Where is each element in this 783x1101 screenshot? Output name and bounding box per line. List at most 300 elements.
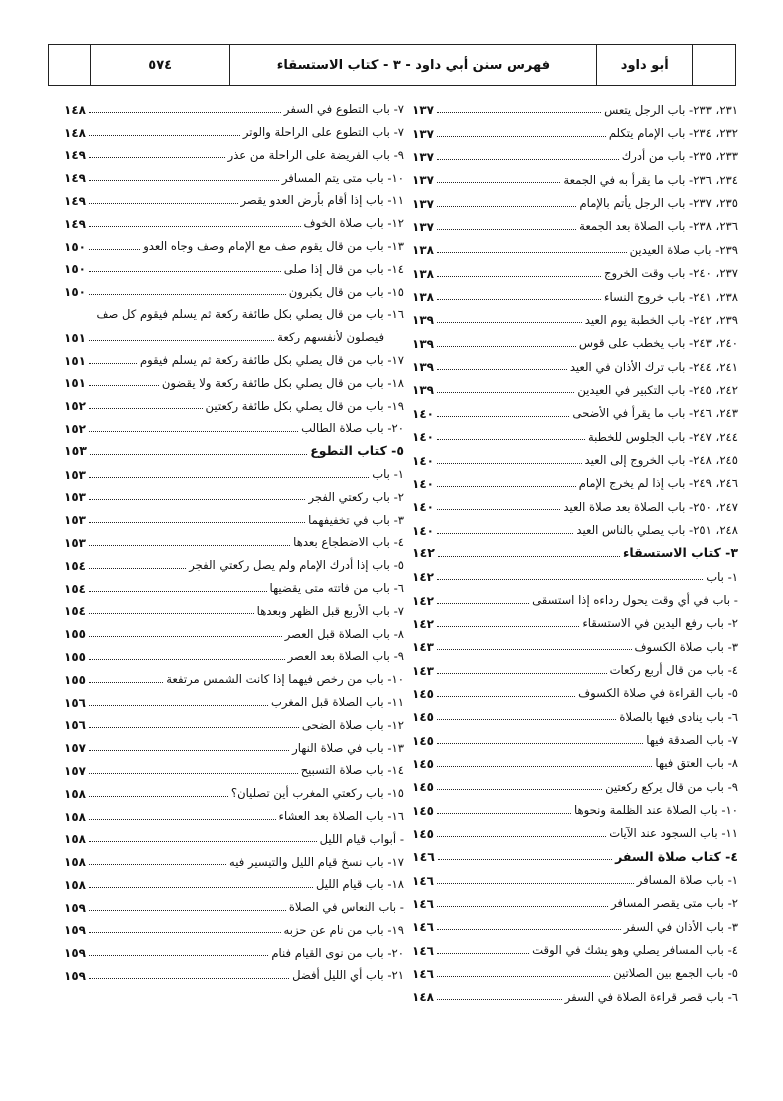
entry-title: ٤- باب المسافر يصلي وهو يشك في الوقت [532, 943, 738, 958]
entry-page-number: ١٣٩ [412, 360, 434, 375]
dot-leader [89, 636, 282, 637]
entry-page-number: ١٥٨ [64, 809, 86, 824]
entry-title: ٣- باب الأذان في السفر [623, 919, 738, 934]
header-empty-cell-left [49, 45, 91, 85]
header-empty-cell-right [693, 45, 735, 85]
index-entry [64, 891, 404, 914]
entry-page-number: ١٥٥ [64, 649, 86, 664]
entry-title: ٦- باب من فاتته متى يقضيها [269, 580, 404, 595]
index-entry [64, 572, 404, 595]
entry-page-number: ١٥٧ [64, 763, 86, 778]
index-entry [64, 367, 404, 390]
index-entry [412, 116, 738, 139]
index-entry [412, 210, 738, 233]
index-entry [64, 959, 404, 982]
entry-title: ٢٠- باب صلاة الطالب [301, 421, 404, 436]
entry-title: - باب النعاس في الصلاة [288, 900, 404, 915]
dot-leader [437, 743, 643, 744]
entry-title: ٢٣٤، ٢٣٦- باب ما يقرأ به في الجمعة [563, 172, 738, 187]
index-entry [64, 298, 404, 321]
entry-title: ١٩- باب من نام عن حزبه [283, 922, 404, 937]
dot-leader [89, 545, 290, 546]
entry-title: ٣- باب صلاة الكسوف [634, 639, 738, 654]
entry-title: ٢٣٦، ٢٣٨- باب الصلاة بعد الجمعة [579, 219, 738, 234]
index-entry [412, 700, 738, 723]
entry-title: ٤- باب الاضطجاع بعدها [293, 535, 404, 550]
entry-title: ٧- باب التطوع على الراحلة والوتر [242, 125, 404, 139]
index-entry [412, 513, 738, 536]
index-entry [412, 653, 738, 676]
index-entry [64, 139, 404, 162]
entry-page-number: ١٥١ [64, 330, 86, 345]
entry-title: ١٥- باب ركعتي المغرب أين تصليان؟ [230, 786, 404, 801]
entry-title: ٦- باب قصر قراءة الصلاة في السفر [564, 989, 738, 1004]
entry-page-number: ١٣٧ [412, 220, 434, 235]
entry-title: ٨- باب الصلاة قبل العصر [284, 626, 404, 641]
dot-leader [437, 649, 632, 650]
dot-leader [89, 180, 279, 181]
entry-page-number: ١٥٩ [64, 923, 86, 938]
entry-title: ١١- باب إذا أقام بأرض العدو يقصر [240, 193, 404, 208]
page-header [48, 44, 736, 86]
entry-title: ٢- باب ركعتي الفجر [308, 489, 404, 504]
index-entry [64, 389, 404, 412]
index-entry [64, 777, 404, 800]
entry-title: ٧- باب الأربع قبل الظهر وبعدها [256, 603, 404, 618]
dot-leader [437, 696, 575, 697]
index-entry [64, 275, 404, 298]
entry-title: ٢٣٧، ٢٤٠- باب وقت الخروج [604, 266, 738, 281]
entry-page-number: ١٣٨ [412, 266, 434, 281]
dot-leader [437, 976, 610, 977]
entry-page-number: ١٤٠ [412, 476, 434, 491]
index-entry [64, 663, 404, 686]
index-entry [64, 617, 404, 640]
index-entry [412, 957, 738, 980]
entry-title: ١٠- باب الصلاة عند الظلمة ونحوها [573, 803, 738, 818]
index-entry [412, 863, 738, 886]
index-entry [412, 443, 738, 466]
entry-page-number: ١٥٢ [64, 421, 86, 436]
index-entry [412, 303, 738, 326]
entry-page-number: ١٥٨ [64, 786, 86, 801]
page-number: ٥٧٤ [91, 45, 231, 85]
index-entry [64, 207, 404, 230]
entry-page-number: ١٣٧ [412, 103, 434, 118]
dot-leader [89, 887, 313, 888]
dot-leader [437, 276, 601, 277]
index-entry [412, 93, 738, 116]
dot-leader [437, 906, 608, 907]
dot-leader [89, 819, 276, 820]
dot-leader [437, 159, 619, 160]
index-entry [64, 731, 404, 754]
entry-page-number: ١٤٥ [412, 827, 434, 841]
entry-page-number: ١٥٣ [64, 535, 86, 550]
entry-page-number: ١٥٨ [64, 877, 86, 892]
entry-page-number: ١٥٤ [64, 581, 86, 596]
entry-page-number: ١٤٢ [412, 593, 434, 608]
dot-leader [437, 392, 574, 393]
index-entry [412, 607, 738, 630]
entry-title: ٢٤٨، ٢٥١- باب يصلي بالناس العيد [576, 522, 738, 537]
index-entry [64, 93, 404, 116]
index-entry [412, 887, 738, 910]
entry-page-number: ١٣٧ [412, 126, 434, 141]
dot-leader [437, 322, 582, 323]
entry-title: ٤- باب من قال أربع ركعات [609, 663, 738, 677]
index-entry [64, 321, 404, 344]
entry-page-number: ١٥١ [64, 376, 86, 391]
entry-title: ١١- باب السجود عند الآيات [609, 826, 738, 841]
entry-page-number: ١٥٤ [64, 604, 86, 619]
entry-page-number: ١٤٨ [64, 102, 86, 117]
dot-leader [89, 408, 203, 409]
dot-leader [89, 727, 299, 728]
dot-leader [437, 579, 703, 580]
dot-leader [89, 522, 305, 523]
entry-title: ٢٠- باب من نوى القيام فنام [271, 945, 404, 960]
index-entry [64, 481, 404, 504]
dot-leader [89, 568, 186, 569]
index-entry [64, 230, 404, 253]
author-name: أبو داود [597, 45, 693, 85]
dot-leader [89, 750, 289, 751]
dot-leader [89, 796, 228, 797]
dot-leader [437, 416, 569, 417]
entry-title: ٩- باب الفريضة على الراحلة من عذر [227, 147, 404, 162]
dot-leader [89, 249, 140, 250]
dot-leader [437, 673, 607, 674]
index-entry [412, 630, 738, 653]
dot-leader [89, 978, 289, 979]
dot-leader [90, 454, 307, 455]
entry-page-number: ١٤٠ [412, 453, 434, 468]
entry-title: ١٩- باب من قال يصلي بكل طائفة ركعتين [205, 398, 404, 413]
entry-title: ٢- باب متى يقصر المسافر [610, 896, 738, 911]
dot-leader [89, 499, 305, 500]
entry-title: ٢٣٢، ٢٣٤- باب الإمام يتكلم [608, 126, 738, 141]
dot-leader [89, 705, 268, 706]
dot-leader [89, 203, 238, 204]
entry-title: ٧- باب التطوع في السفر [283, 102, 404, 117]
entry-title: ١٦- باب من قال يصلي بكل طائفة ركعة ثم يسلم فيقوم كل صف [96, 307, 404, 322]
entry-title: ٢١- باب أي الليل أفضل [292, 968, 404, 983]
right-index-column [412, 93, 738, 1003]
entry-title: ٧- باب الصدقة فيها [646, 733, 738, 748]
entry-page-number: ١٥٦ [64, 695, 86, 710]
entry-title: ٢٤٧، ٢٥٠- باب الصلاة بعد صلاة العيد [563, 499, 738, 514]
index-entry [412, 747, 738, 770]
entry-page-number: ١٥٠ [64, 239, 86, 254]
entry-page-number: ١٤٥ [412, 803, 434, 818]
dot-leader [437, 929, 621, 930]
dot-leader [437, 836, 606, 837]
dot-leader [437, 346, 576, 347]
entry-page-number: ١٥٦ [64, 718, 86, 733]
dot-leader [89, 226, 301, 227]
dot-leader [437, 789, 602, 790]
dot-leader [89, 682, 163, 683]
entry-page-number: ١٥٥ [64, 672, 86, 687]
index-entry [412, 723, 738, 746]
entry-page-number: ١٣٧ [412, 150, 434, 165]
dot-leader [89, 112, 281, 113]
entry-title: ٩- باب من قال يركع ركعتين [605, 779, 738, 794]
entry-page-number: ١٤٢ [412, 616, 434, 631]
entry-page-number: ١٤٢ [412, 545, 435, 561]
entry-page-number: ١٤٦ [412, 920, 434, 935]
index-entry [412, 396, 738, 419]
entry-page-number: ١٤٦ [412, 897, 434, 912]
dot-leader [437, 999, 562, 1000]
entry-title: ٥- باب الجمع بين الصلاتين [613, 966, 738, 981]
index-entry [412, 677, 738, 700]
entry-page-number: ١٥٤ [64, 558, 86, 573]
entry-page-number: ١٥٩ [64, 969, 86, 984]
dot-leader [437, 136, 606, 137]
entry-page-number: ١٤٨ [412, 990, 434, 1005]
entry-page-number: ١٣٧ [412, 196, 434, 211]
dot-leader [89, 157, 225, 158]
dot-leader [89, 659, 285, 660]
entry-title: ١٠- باب متى يتم المسافر [281, 170, 404, 185]
dot-leader [89, 910, 286, 911]
index-entry [412, 467, 738, 490]
entry-page-number: ١٣٨ [412, 290, 434, 305]
dot-leader [437, 603, 529, 604]
dot-leader [89, 363, 137, 364]
dot-leader [437, 463, 582, 464]
entry-page-number: ١٥٨ [64, 832, 86, 847]
book-heading [412, 537, 738, 560]
dot-leader [437, 252, 627, 253]
entry-title: ١٨- باب من قال يصلي بكل طائفة ركعة ولا يقضون [161, 375, 404, 390]
entry-title: ١٤- باب صلاة التسبيح [300, 763, 404, 778]
entry-page-number: ١٤٠ [412, 406, 434, 421]
entry-page-number: ١٥٠ [64, 285, 86, 300]
entry-title: ٣- كتاب الاستسقاء [623, 545, 738, 561]
entry-title: ٢٤١، ٢٤٤- باب ترك الأذان في العيد [569, 359, 738, 374]
entry-page-number: ١٤٩ [64, 193, 86, 208]
index-entry [64, 503, 404, 526]
dot-leader [89, 955, 268, 956]
entry-page-number: ١٤٦ [412, 967, 434, 982]
entry-page-number: ١٥٥ [64, 627, 86, 642]
index-entry [412, 583, 738, 606]
dot-leader [89, 613, 254, 614]
index-entry [64, 116, 404, 139]
entry-title: ١٨- باب قيام الليل [315, 877, 404, 892]
entry-title: ٢٤٥، ٢٤٨- باب الخروج إلى العيد [584, 452, 738, 467]
dot-leader [89, 135, 240, 136]
entry-title: ٢- باب رفع اليدين في الاستسقاء [582, 616, 738, 631]
entry-page-number: ١٤٨ [64, 125, 86, 140]
index-entry [412, 933, 738, 956]
index-entry [412, 163, 738, 186]
entry-page-number: ١٤٩ [64, 171, 86, 186]
entry-page-number: ١٥٠ [64, 262, 86, 277]
dot-leader [437, 369, 567, 370]
entry-title: ٤- كتاب صلاة السفر [615, 848, 738, 864]
entry-title: ١١- باب الصلاة قبل المغرب [270, 694, 404, 709]
index-entry [64, 640, 404, 663]
dot-leader [89, 271, 281, 272]
entry-page-number: ١٣٩ [412, 383, 434, 398]
entry-page-number: ١٤٢ [412, 570, 434, 585]
entry-page-number: ١٤٠ [412, 500, 434, 515]
entry-page-number: ١٤٥ [412, 686, 434, 701]
entry-page-number: ١٤٥ [412, 710, 434, 725]
entry-title: ٥- باب القراءة في صلاة الكسوف [578, 686, 738, 701]
entry-title: ٢٤٤، ٢٤٧- باب الجلوس للخطبة [587, 429, 738, 444]
index-entry [412, 490, 738, 513]
entry-title: ٢٣٨، ٢٤١- باب خروج النساء [604, 289, 738, 304]
entry-title: ٢٤٣، ٢٤٦- باب ما يقرأ في الأضحى [572, 406, 738, 421]
entry-title: ١٧- باب من قال يصلي بكل طائفة ركعة ثم يسلم فيقوم [139, 352, 404, 367]
entry-title: ١٧- باب نسخ قيام الليل والتيسير فيه [229, 854, 404, 869]
dot-leader [437, 509, 560, 510]
dot-leader [89, 431, 298, 432]
dot-leader [437, 439, 585, 440]
index-entry [64, 709, 404, 732]
dot-leader [437, 813, 571, 814]
entry-page-number: ١٤٠ [412, 523, 434, 538]
entry-title: ٨- باب العتق فيها [655, 756, 738, 771]
index-entry [412, 233, 738, 256]
entry-title: ١٣- باب من قال يقوم صف مع الإمام وصف وجاه العدو [143, 238, 404, 253]
dot-leader [437, 883, 634, 884]
index-entry [64, 526, 404, 549]
entry-title: ١- باب [372, 466, 404, 481]
entry-page-number: ١٥٩ [64, 900, 86, 915]
entry-page-number: ١٤٣ [412, 663, 434, 678]
index-entry [412, 256, 738, 279]
dot-leader [89, 294, 286, 295]
dot-leader [89, 385, 159, 386]
dot-leader [437, 229, 576, 230]
entry-title: ٣- باب في تخفيفهما [308, 512, 404, 527]
index-entry [412, 980, 738, 1003]
entry-page-number: ١٣٧ [412, 173, 434, 188]
entry-page-number: ١٥٣ [64, 467, 86, 482]
index-entry [412, 420, 738, 443]
dot-leader [89, 932, 281, 933]
index-entry [412, 186, 738, 209]
entry-title: ٢٣٣، ٢٣٥- باب من أدرك [621, 149, 738, 164]
index-entry [64, 344, 404, 367]
entry-title: ١٥- باب من قال يكبرون [288, 284, 404, 299]
index-entry [64, 686, 404, 709]
entry-title: ١- باب [706, 569, 738, 584]
index-entry [64, 253, 404, 276]
page-title: فهرس سنن أبي داود - ٣ - كتاب الاستسقاء [230, 45, 597, 85]
dot-leader [437, 719, 616, 720]
entry-page-number: ١٥٣ [64, 513, 86, 528]
entry-page-number: ١٥٢ [64, 399, 86, 414]
index-entry [64, 458, 404, 481]
index-entry [64, 800, 404, 823]
entry-page-number: ١٤٦ [412, 873, 434, 888]
entry-page-number: ١٤٦ [412, 943, 434, 958]
entry-title: ٢٤٦، ٢٤٩- باب إذا لم يخرج الإمام [578, 476, 738, 491]
index-entry [64, 161, 404, 184]
entry-title: - أبواب قيام الليل [319, 831, 404, 846]
entry-title: ٢٣١، ٢٣٣- باب الرجل يتعس [604, 102, 738, 117]
dot-leader [437, 206, 577, 207]
entry-title: ٩- باب الصلاة بعد العصر [287, 649, 404, 664]
dot-leader [437, 112, 601, 113]
index-entry [64, 914, 404, 937]
index-entry [64, 412, 404, 435]
entry-page-number: ١٤٠ [412, 430, 434, 445]
index-entry [64, 754, 404, 777]
entry-page-number: ١٣٩ [412, 313, 434, 328]
index-entry [412, 770, 738, 793]
index-entry [412, 910, 738, 933]
index-entry [412, 817, 738, 840]
dot-leader [438, 556, 620, 557]
entry-title: ٦- باب ينادى فيها بالصلاة [619, 709, 738, 724]
dot-leader [437, 533, 573, 534]
book-heading [64, 435, 404, 458]
index-entry [412, 560, 738, 583]
entry-page-number: ١٤٩ [64, 148, 86, 163]
dot-leader [89, 477, 369, 478]
dot-leader [89, 864, 226, 865]
entry-title: ١٣- باب في صلاة النهار [292, 740, 404, 755]
entry-page-number: ١٣٩ [412, 336, 434, 351]
dot-leader [89, 591, 267, 592]
entry-page-number: ١٤٩ [64, 216, 86, 231]
entry-title: - باب في أي وقت يحول رداءه إذا استسقى [532, 592, 738, 607]
dot-leader [437, 766, 652, 767]
index-entry [412, 280, 738, 303]
dot-leader [89, 841, 317, 842]
book-heading [412, 840, 738, 863]
index-entry [412, 326, 738, 349]
entry-page-number: ١٥٣ [64, 490, 86, 505]
entry-page-number: ١٥٨ [64, 855, 86, 870]
entry-page-number: ١٤٦ [412, 848, 435, 864]
entry-page-number: ١٤٣ [412, 640, 434, 655]
dot-leader [438, 859, 612, 860]
index-entry [64, 936, 404, 959]
index-entry [64, 549, 404, 572]
entry-page-number: ١٣٨ [412, 243, 434, 258]
entry-title: ١٠- باب من رخص فيهما إذا كانت الشمس مرتفعة [166, 672, 404, 687]
index-entry [412, 793, 738, 816]
index-entry [412, 350, 738, 373]
entry-page-number: ١٥٣ [64, 443, 87, 459]
entry-title: فيصلون لأنفسهم ركعة [277, 330, 384, 345]
index-entry [412, 373, 738, 396]
entry-title: ٥- باب إذا أدرك الإمام ولم يصل ركعتي الفجر [189, 558, 404, 573]
left-index-column [64, 93, 404, 982]
entry-page-number: ١٥٩ [64, 946, 86, 961]
entry-page-number: ١٥٧ [64, 741, 86, 756]
index-entry [64, 184, 404, 207]
dot-leader [437, 299, 601, 300]
entry-page-number: ١٤٥ [412, 780, 434, 795]
entry-title: ١٤- باب من قال إذا صلى [283, 261, 404, 276]
entry-title: ٢٣٩- باب صلاة العيدين [629, 242, 738, 257]
entry-title: ٢٤٠، ٢٤٣- باب يخطب على قوس [578, 336, 738, 351]
entry-title: ٥- كتاب التطوع [310, 443, 404, 459]
index-entry [64, 868, 404, 891]
entry-page-number: ١٤٥ [412, 733, 434, 748]
entry-page-number: ١٥١ [64, 353, 86, 368]
